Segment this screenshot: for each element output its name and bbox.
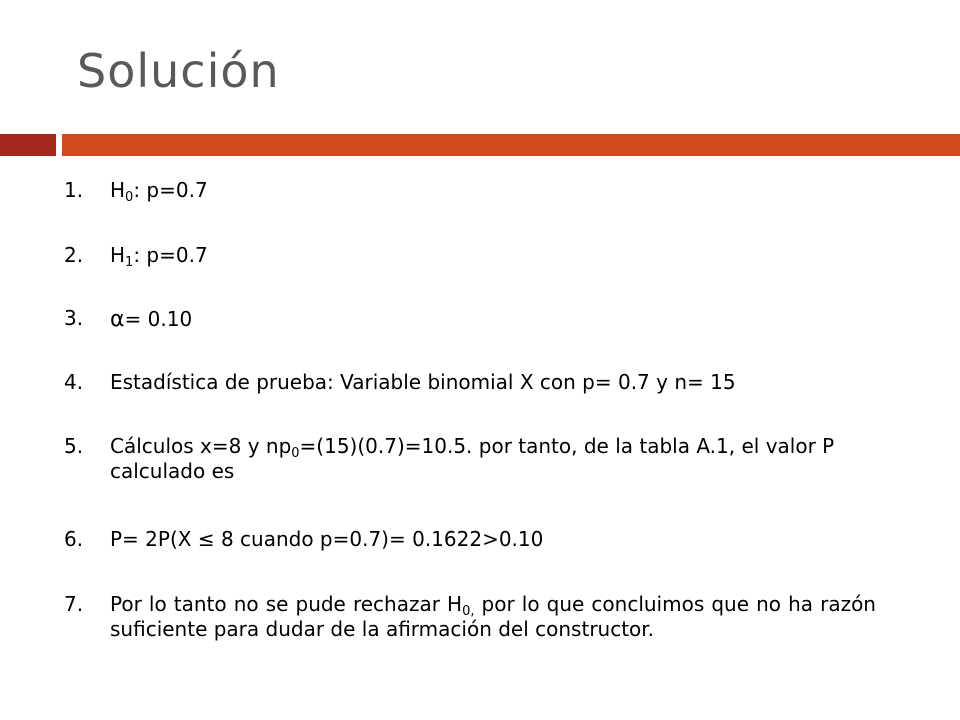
list-item-7 bbox=[64, 592, 876, 642]
list-item-6 bbox=[64, 527, 876, 552]
title-accent-bar-right bbox=[62, 134, 960, 156]
list-item-5 bbox=[64, 434, 876, 484]
subscript: 0 bbox=[125, 190, 134, 205]
text-part: Por lo tanto no se pude rechazar H bbox=[110, 592, 463, 616]
list-number: 2. bbox=[64, 243, 84, 267]
list-item-1 bbox=[64, 178, 876, 203]
list-number: 5. bbox=[64, 434, 84, 458]
list-text bbox=[110, 178, 876, 203]
slide-title: Solución bbox=[77, 44, 280, 98]
list-number: 6. bbox=[64, 527, 84, 551]
text-part: =(15)(0.7)=10.5. por tanto, de la tabla A.1, el valor P calculado es bbox=[110, 434, 835, 483]
text-part: Cálculos x=8 y np bbox=[110, 434, 292, 458]
list-number: 7. bbox=[64, 592, 84, 616]
list-item-4 bbox=[64, 370, 876, 395]
list-text bbox=[110, 243, 876, 268]
hypothesis-value: : p=0.7 bbox=[133, 243, 208, 267]
subscript: 0, bbox=[462, 604, 475, 619]
list-text bbox=[110, 306, 876, 334]
hypothesis-symbol: H bbox=[110, 243, 126, 267]
subscript: 0 bbox=[291, 446, 300, 461]
list-text: Estadística de prueba: Variable binomial X con p= 0.7 y n= 15 bbox=[110, 370, 736, 394]
list-number: 1. bbox=[64, 178, 84, 202]
list-text bbox=[110, 434, 876, 484]
list-number: 3. bbox=[64, 306, 84, 330]
alpha-value: = 0.10 bbox=[124, 307, 193, 331]
list-text: P= 2P(X ≤ 8 cuando p=0.7)= 0.1622>0.10 bbox=[110, 527, 544, 551]
text-part: por lo que concluimos que no ha razón suficiente para dudar de la afirmación del constructor. bbox=[110, 592, 876, 641]
hypothesis-symbol: H bbox=[110, 178, 126, 202]
list-text bbox=[110, 592, 876, 642]
subscript: 1 bbox=[125, 255, 134, 270]
hypothesis-value: : p=0.7 bbox=[133, 178, 208, 202]
list-number: 4. bbox=[64, 370, 84, 394]
alpha-symbol: α bbox=[110, 307, 125, 332]
title-accent-bar-left bbox=[0, 134, 56, 156]
list-item-3 bbox=[64, 306, 876, 334]
list-item-2 bbox=[64, 243, 876, 268]
